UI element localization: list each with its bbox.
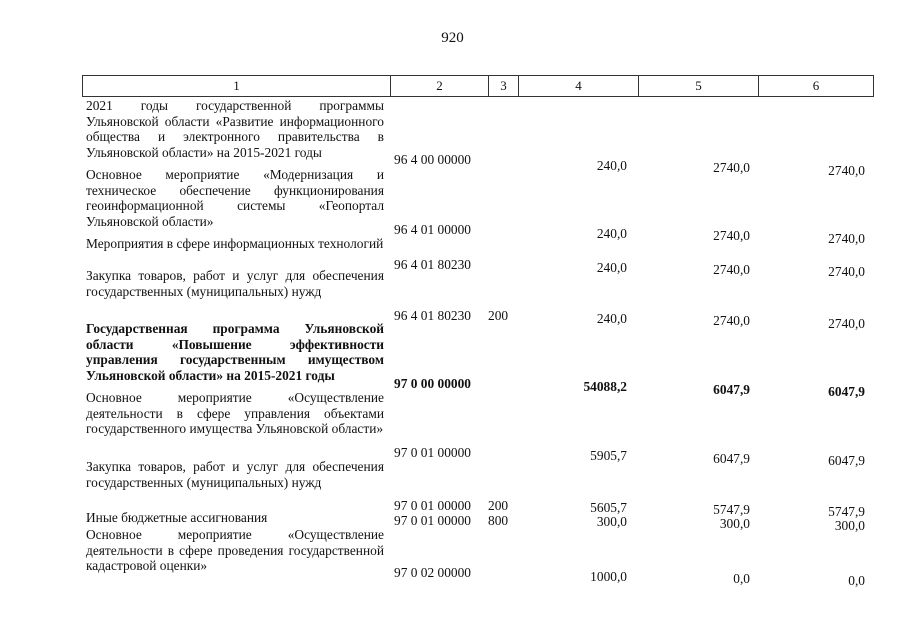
row-value-col5: 6047,9 [713, 451, 750, 466]
row-value-col5: 300,0 [719, 516, 750, 531]
row-value-col4: 54088,2 [583, 379, 627, 394]
row-description: Государственная программа Ульяновской области «Повышение эффективности управления государственным имуществом Ульяновской области» на 2015-2021 годы [86, 321, 384, 383]
row-value-col5: 6047,9 [713, 382, 750, 397]
row-value-col6: 2740,0 [828, 264, 865, 279]
row-value-col6: 2740,0 [828, 163, 865, 178]
row-value-col4: 240,0 [596, 158, 627, 173]
row-value-col4: 240,0 [596, 311, 627, 326]
row-value-col6: 2740,0 [828, 316, 865, 331]
row-description: Основное мероприятие «Осуществление деятельности в сфере проведения государственной кадастровой оценки» [86, 527, 384, 574]
row-code: 96 4 01 80230 [394, 308, 471, 323]
header-col-2: 2 [391, 76, 489, 96]
row-code: 97 0 01 00000 [394, 513, 471, 528]
row-value-col6: 2740,0 [828, 231, 865, 246]
row-value-col6: 0,0 [848, 573, 865, 588]
row-vr-code: 800 [488, 513, 509, 528]
header-col-6: 6 [812, 78, 820, 93]
row-description: Закупка товаров, работ и услуг для обеспечения государственных (муниципальных) нужд [86, 459, 384, 490]
row-value-col6: 5747,9 [828, 504, 865, 519]
row-code: 97 0 02 00000 [394, 565, 471, 580]
row-value-col5: 2740,0 [713, 262, 750, 277]
row-value-col6: 6047,9 [828, 384, 865, 399]
header-col-3: 3 [489, 76, 519, 96]
row-value-col4: 300,0 [596, 514, 627, 529]
row-code: 97 0 00 00000 [394, 376, 471, 391]
row-value-col6: 6047,9 [828, 453, 865, 468]
table-header [82, 75, 874, 97]
row-description: Мероприятия в сфере информационных технологий [86, 236, 384, 251]
row-value-col5: 5747,9 [713, 502, 750, 517]
row-description: 2021 годы государственной программы Ульяновской области «Развитие информационного общества и электронного правительства в Ульяновской области» на 2015-2021 годы [86, 98, 384, 160]
header-col-4: 4 [519, 76, 639, 96]
row-value-col4: 240,0 [596, 260, 627, 275]
row-description: Иные бюджетные ассигнования [86, 510, 268, 525]
row-description: Основное мероприятие «Осуществление деятельности в сфере управления объектами государственного имущества Ульяновской области» [86, 390, 384, 437]
row-value-col6: 300,0 [834, 518, 865, 533]
row-vr-code: 200 [488, 308, 509, 323]
row-code: 97 0 01 00000 [394, 445, 471, 460]
row-value-col4: 5605,7 [590, 500, 627, 515]
row-code: 96 4 01 00000 [394, 222, 471, 237]
row-vr-code: 200 [488, 498, 509, 513]
row-value-col4: 1000,0 [590, 569, 627, 584]
row-value-col4: 5905,7 [590, 448, 627, 463]
page-number: 920 [441, 30, 464, 46]
row-description: Закупка товаров, работ и услуг для обеспечения государственных (муниципальных) нужд [86, 268, 384, 299]
row-value-col5: 2740,0 [713, 313, 750, 328]
row-description: Основное мероприятие «Модернизация и техническое обеспечение функционирования геоинформационной системы «Геопортал Ульяновской области» [86, 167, 384, 229]
row-value-col5: 2740,0 [713, 160, 750, 175]
row-code: 97 0 01 00000 [394, 498, 471, 513]
header-col-1: 1 [83, 76, 391, 96]
row-code: 96 4 00 00000 [394, 152, 471, 167]
row-value-col5: 2740,0 [713, 228, 750, 243]
row-value-col4: 240,0 [596, 226, 627, 241]
header-col-5: 5 [639, 76, 759, 96]
row-value-col5: 0,0 [733, 571, 750, 586]
row-code: 96 4 01 80230 [394, 257, 471, 272]
